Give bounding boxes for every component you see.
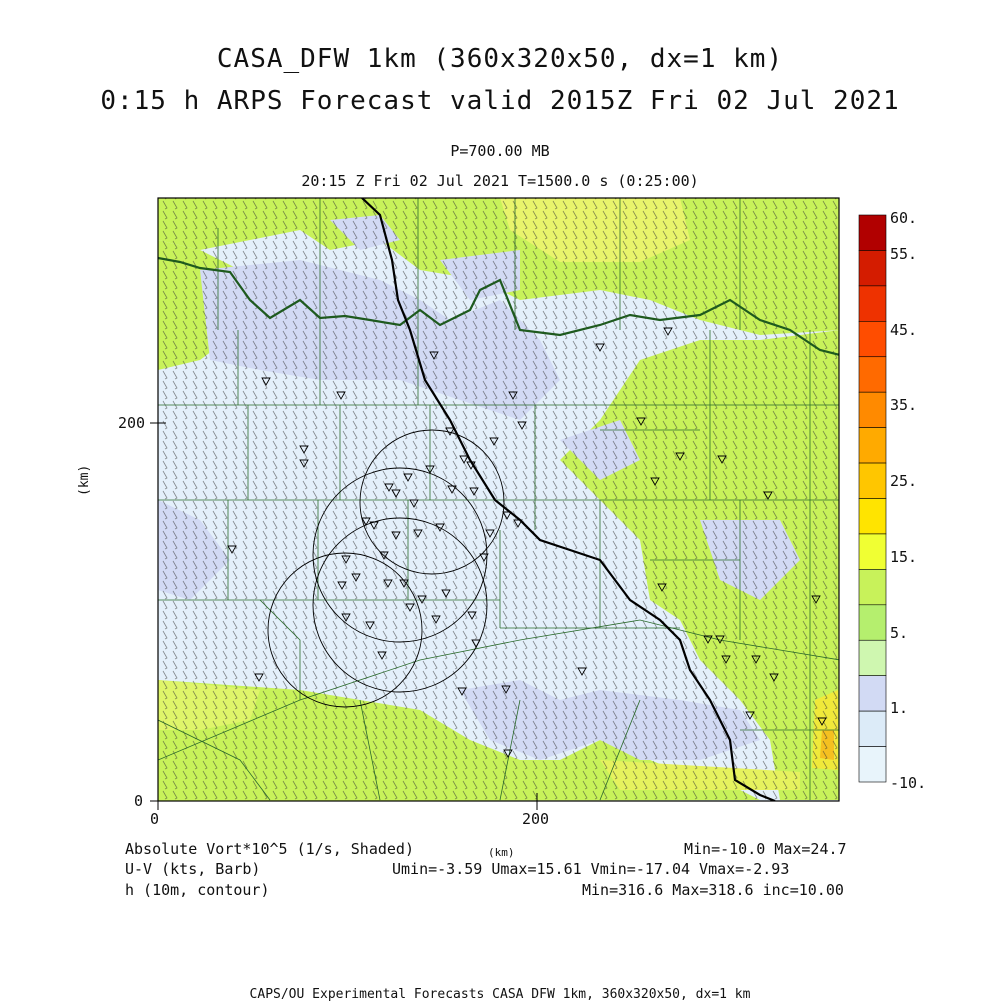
colorbar-swatch: [859, 711, 886, 746]
colorbar-swatch: [859, 534, 886, 569]
colorbar-swatch: [859, 357, 886, 392]
x-tick-200: 200: [522, 810, 550, 828]
y-tick-0: 0: [134, 792, 144, 810]
x-tick-0: 0: [150, 810, 160, 828]
legend-field2-stats: Umin=-3.59 Umax=15.61 Vmin=-17.04 Vmax=-2.93: [392, 860, 790, 878]
colorbar-swatch: [859, 569, 886, 604]
legend-field3: h (10m, contour): [125, 881, 270, 899]
y-tick-200: 200: [118, 414, 146, 432]
legend-field1-stats: Min=-10.0 Max=24.7: [684, 840, 847, 858]
colorbar-swatch: [859, 321, 886, 356]
chart-title-line2: 0:15 h ARPS Forecast valid 2015Z Fri 02 Jul 2021: [100, 86, 900, 116]
colorbar-swatch: [859, 215, 886, 250]
colorbar-swatch: [859, 605, 886, 640]
colorbar-label-15: 15.: [890, 548, 918, 566]
colorbar: [859, 215, 886, 782]
vorticity-shading: [158, 198, 840, 801]
colorbar-label-60: 60.: [890, 209, 918, 227]
colorbar-swatch: [859, 392, 886, 427]
colorbar-swatch: [859, 250, 886, 285]
footer-credit: CAPS/OU Experimental Forecasts CASA DFW 1km, 360x320x50, dx=1 km: [249, 987, 751, 1002]
legend-field1: Absolute Vort*10^5 (1/s, Shaded): [125, 840, 414, 858]
legend-field3-stats: Min=316.6 Max=318.6 inc=10.00: [582, 881, 844, 899]
colorbar-swatch: [859, 747, 886, 782]
colorbar-swatch: [859, 286, 886, 321]
pressure-level-label: P=700.00 MB: [450, 142, 550, 160]
colorbar-swatch: [859, 428, 886, 463]
colorbar-label-45: 45.: [890, 321, 918, 339]
colorbar-swatch: [859, 463, 886, 498]
colorbar-swatch: [859, 640, 886, 675]
colorbar-label-55: 55.: [890, 245, 918, 263]
y-axis-unit: (km): [77, 464, 92, 496]
colorbar-label-neg10: -10.: [890, 774, 927, 792]
colorbar-label-1: 1.: [890, 699, 909, 717]
chart-title-line1: CASA_DFW 1km (360x320x50, dx=1 km): [216, 44, 784, 74]
colorbar-label-35: 35.: [890, 396, 918, 414]
colorbar-label-25: 25.: [890, 472, 918, 490]
colorbar-label-5: 5.: [890, 624, 909, 642]
colorbar-swatch: [859, 499, 886, 534]
legend-field2: U-V (kts, Barb): [125, 860, 261, 878]
colorbar-swatch: [859, 676, 886, 711]
valid-time-label: 20:15 Z Fri 02 Jul 2021 T=1500.0 s (0:25:00): [301, 172, 699, 190]
x-axis-unit: (km): [488, 846, 515, 859]
